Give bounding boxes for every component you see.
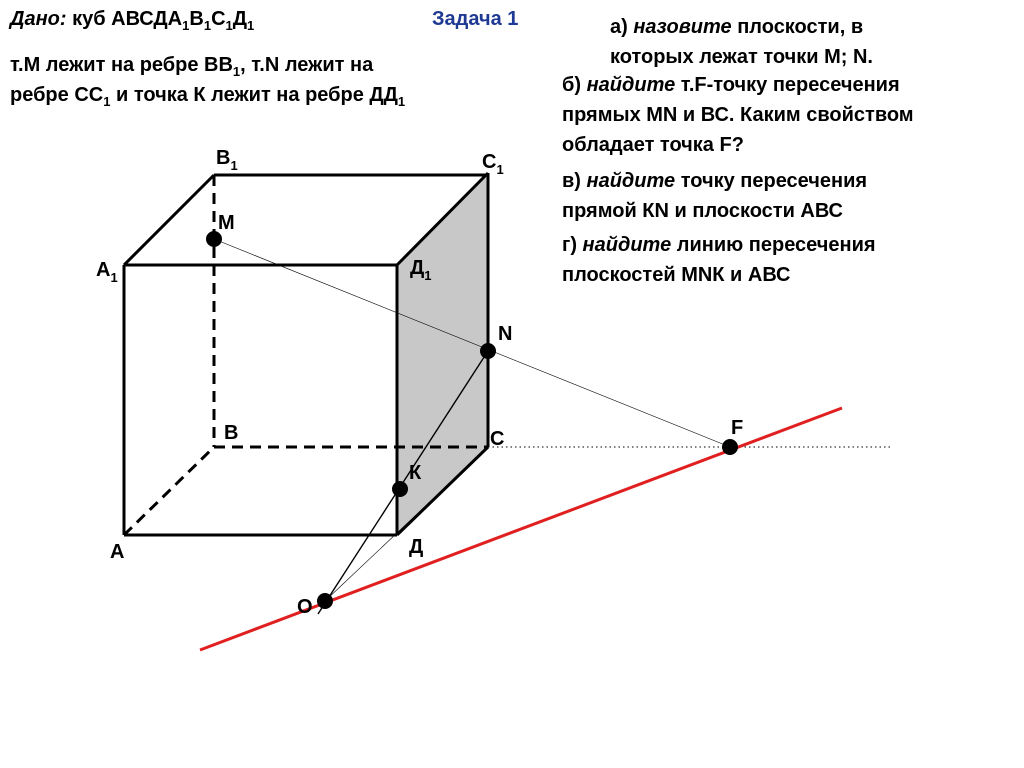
label-n: N [498, 323, 513, 345]
question-b-line-3: обладает точка F? [562, 134, 744, 156]
label-d1: $Д_1$ [410, 257, 432, 283]
given-label: Дано: [10, 8, 67, 30]
label-a: А [110, 541, 125, 563]
label-k: К [409, 462, 422, 484]
label-b: В [224, 422, 239, 444]
question-c-line-2: прямой КN и плоскости АВС [562, 200, 843, 222]
label-b1: $В_1$ [216, 147, 238, 173]
point-n [480, 343, 496, 359]
point-f [722, 439, 738, 455]
question-c-line-1: в) найдите точку пересечения [562, 170, 868, 192]
question-b-line-2: прямых MN и ВС. Каким свойством [562, 104, 914, 126]
point-k [392, 481, 408, 497]
condition-line-1: т.М лежит на ребре $ВВ_1$, т.N лежит на [10, 54, 374, 79]
label-m: М [218, 212, 235, 234]
question-a-line-1: а) назовите плоскости, в [610, 16, 864, 38]
question-d-line-1: г) найдите линию пересечения [562, 234, 876, 256]
label-a1: $А_1$ [96, 259, 118, 285]
edge-a1b1 [124, 175, 214, 265]
task-title: Задача 1 [432, 8, 519, 30]
edge-ab [124, 447, 214, 535]
label-f: F [731, 417, 744, 439]
label-c: С [490, 428, 505, 450]
given-line: Дано: куб $АВСДА_1В_1С_1Д_1$ [10, 8, 255, 33]
question-d-line-2: плоскостей МNК и АВС [562, 264, 791, 286]
label-c1: $С_1$ [482, 151, 504, 177]
question-a-line-2: которых лежат точки М; N. [610, 46, 873, 68]
point-o [317, 593, 333, 609]
label-d: Д [409, 536, 424, 558]
label-o: O [297, 596, 313, 618]
condition-line-2: ребре $СС_1$ и точка К лежит на ребре $ДД_1$ [10, 84, 406, 109]
question-b-line-1: б) найдите т.F-точку пересечения [562, 74, 900, 96]
